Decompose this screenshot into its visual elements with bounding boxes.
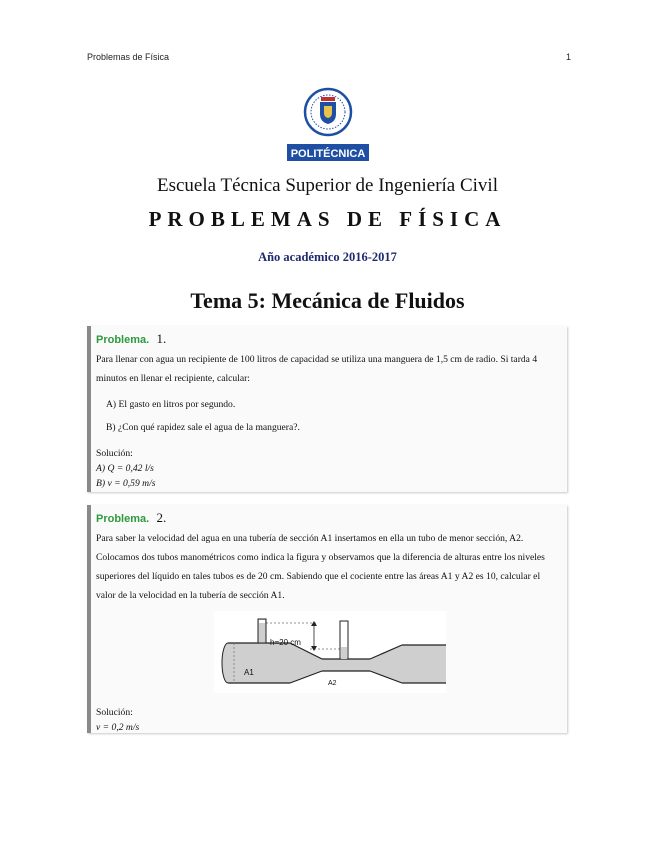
course-title: PROBLEMAS DE FÍSICA xyxy=(148,207,507,231)
problem-number: 2. xyxy=(156,510,167,525)
pipe-left xyxy=(222,643,290,683)
solution-a: A) Q = 0,42 l/s xyxy=(96,463,154,474)
problem-2-box xyxy=(87,505,567,733)
page-number: 1 xyxy=(565,52,571,62)
logo-text: POLITÉCNICA xyxy=(290,148,366,160)
running-header xyxy=(87,52,571,62)
university-logo xyxy=(285,86,371,162)
area-a1-label: A1 xyxy=(244,668,254,677)
problem-1-item-a: A) El gasto en litros por segundo. xyxy=(106,399,236,410)
solution-label: Solución: xyxy=(96,707,133,718)
running-title: Problemas de Física xyxy=(87,52,170,62)
solution-v: v = 0,2 m/s xyxy=(96,722,140,733)
problem-tag: Problema. xyxy=(96,513,150,525)
manometer-tube-1 xyxy=(258,619,266,643)
manometer-tube-2 xyxy=(340,621,348,659)
topic-title: Tema 5: Mecánica de Fluidos xyxy=(190,288,465,313)
problem-1-item-b: B) ¿Con qué rapidez sale el agua de la manguera?. xyxy=(106,422,300,433)
venturi-figure xyxy=(214,611,446,693)
problem-tag: Problema. xyxy=(96,334,150,346)
problem-2-statement: Para saber la velocidad del agua en una tubería de sección A1 insertamos en ella un tubo de menor sección, A2. Colocamos dos tubos manométricos como indica la figura y observamos que la diferencia de alturas entre los niveles superiores del líquido en tales tubos es de 20 cm. Sabiendo que el cociente entre las áreas A1 y A2 es 10, calcular el valor de la velocidad en la tubería de sección A1. xyxy=(96,533,545,601)
height-label: h=20 cm xyxy=(270,638,301,647)
problem-1-box xyxy=(87,326,567,492)
problem-1-heading xyxy=(96,331,561,347)
problem-number: 1. xyxy=(156,331,167,346)
academic-year: Año académico 2016-2017 xyxy=(258,250,397,264)
problem-1-statement: Para llenar con agua un recipiente de 100 litros de capacidad se utiliza una manguera de 1,5 cm de radio. Si tarda 4 minutos en llenar el recipiente, calcular: xyxy=(96,354,538,384)
solution-label: Solución: xyxy=(96,448,133,459)
area-a2-label: A2 xyxy=(328,680,337,687)
school-name: Escuela Técnica Superior de Ingeniería Civil xyxy=(157,175,498,196)
solution-b: B) v = 0,59 m/s xyxy=(96,478,156,489)
crest-icon xyxy=(305,89,351,135)
problem-2-heading xyxy=(96,510,561,526)
